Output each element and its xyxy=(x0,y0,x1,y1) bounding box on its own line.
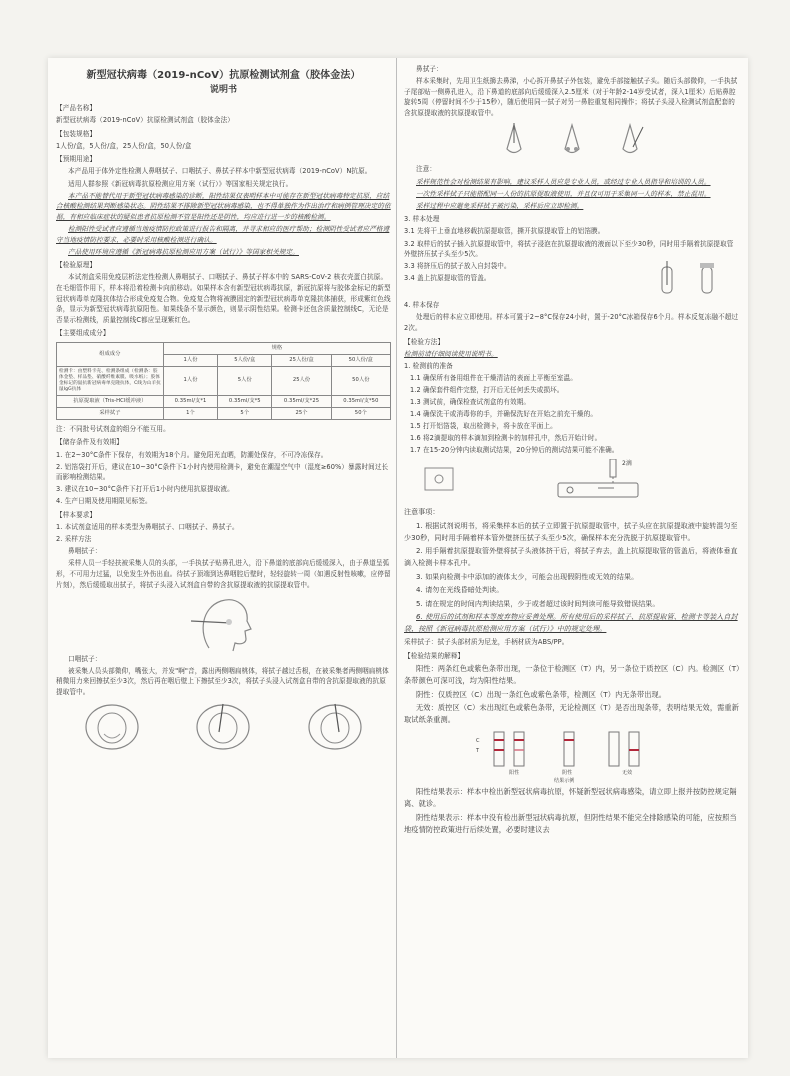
table-cell: 0.35ml/支*5 xyxy=(218,395,272,407)
product-name: 新型冠状病毒（2019-nCoV）抗原检测试剂盒（胶体金法） xyxy=(56,116,234,125)
result-negative: 阴性：仅质控区（C）出现一条红色或紫色条带，检测区（T）内无条带出现。 xyxy=(416,689,667,699)
warning-text: 检测前请仔细阅读使用说明书。 xyxy=(404,349,498,358)
table-cell: 5个 xyxy=(218,407,272,419)
sub-heading: 鼻拭子： xyxy=(416,65,443,73)
list-item: 1.2 确保套件组件完整，打开后无任何丢失或损坏。 xyxy=(410,385,564,394)
right-column xyxy=(404,58,740,838)
table-cell: 5人份 xyxy=(218,366,272,395)
list-item: 3. 建议在10~30°C条件下打开后1小时内使用抗原提取液。 xyxy=(56,485,234,494)
paragraph: 产品使用环境应遵循《新冠病毒抗原检测应用方案（试行）》等国家相关规定。 xyxy=(68,247,299,256)
table-header: 规格 xyxy=(163,342,390,354)
list-item: 5. 请在规定的时间内判读结果，少于或者超过该时间判读可能导致错误结果。 xyxy=(416,599,660,608)
head-profile-icon xyxy=(189,593,259,653)
sub-heading: 鼻咽拭子： xyxy=(68,547,102,556)
sub-heading: 注意： xyxy=(416,165,437,174)
section-heading: 【预期用途】 xyxy=(56,155,97,164)
table-row xyxy=(57,395,391,407)
table-header: 50人份/盒 xyxy=(331,354,390,366)
paragraph: 本产品用于体外定性检测人鼻咽拭子、口咽拭子、鼻拭子样本中新型冠状病毒（2019-nCoV）N抗原。 xyxy=(68,167,372,176)
list-item: 1. 在2~30°C条件下保存，有效期为18个月。避免阳光直晒，防潮处保存，不可冷冻保存。 xyxy=(56,450,328,459)
table-cell: 0.35ml/支*25 xyxy=(272,395,331,407)
list-item: 1. 本试剂盒适用的样本类型为鼻咽拭子、口咽拭子、鼻拭子。 xyxy=(56,523,239,532)
list-item: 3.3 将挤压后的拭子放入自封袋中。 xyxy=(404,262,511,271)
list-item: 3.4 盖上抗原提取管的管盖。 xyxy=(404,274,491,283)
list-item: 3. 如果向检测卡中添加的液体太少，可能会出现假阴性或无效的结果。 xyxy=(416,572,639,581)
test-line-label: T xyxy=(476,748,480,755)
nasal-swab-illustrations xyxy=(404,122,740,160)
list-item: 1.3 测试前，确保检查试剂盒的有效期。 xyxy=(410,397,531,406)
paragraph: 采样人员一手轻扶被采集人员的头部，一手执拭子贴鼻孔进入，沿下鼻道的底部向后缓缓深入，由于鼻道呈弧形，不可用力过猛，以免发生外伤出血。待拭子顶端到达鼻咽腔后壁时，轻轻旋转一周（如遇反射性咳嗽，应停留片刻），然后缓缓取出拭子，将拭子头浸入试剂盒自带的含抗原提取液的抗原提取管中。 xyxy=(56,559,391,589)
negative-label: 阴性 xyxy=(562,770,573,777)
sample-processing-area xyxy=(404,261,740,297)
list-item: 1. 检测前的准备 xyxy=(404,361,453,370)
list-item: 6. 使用后的试剂和样本等废弃物应妥善处理。所有使用后的采样拭子、抗原提取管、检测卡等装入自封袋，按照《新冠病毒抗原检测应用方案（试行）》中的规定处理。 xyxy=(404,613,738,634)
table-cell: 采样拭子 xyxy=(57,407,164,419)
paragraph: 样本采集时，先用卫生纸擤去鼻涕，小心拆开鼻拭子外包装，避免手部接触拭子头。随后头部微仰，一手执拭子尾部贴一侧鼻孔进入，沿下鼻道的底部向后缓缓深入2.5厘米（对于年龄2-14岁受试者，深入1厘米）后贴鼻腔旋转5周（停留时间不少于15秒），随后使用同一拭子对另一鼻腔重复相同操作；将拭子头浸入检测试剂盒配套的含抗原提取液的抗原提取管中。 xyxy=(404,77,738,117)
list-item: 1.4 确保洗干或消毒你的手，并确保洗好在开始之前充干燥的。 xyxy=(410,410,598,419)
document-subtitle: 说明书 xyxy=(209,85,238,95)
drops-label: 2滴 xyxy=(622,460,633,468)
table-row xyxy=(57,366,391,395)
section-heading: 【检验方法】 xyxy=(404,337,445,346)
list-item: 4. 请勿在光线昏暗处判读。 xyxy=(416,586,504,595)
section-heading: 4. 样本保存 xyxy=(404,301,440,310)
section-heading: 【检验原理】 xyxy=(56,261,97,270)
table-cell: 25人份 xyxy=(272,366,331,395)
paragraph: 本产品不能替代用于新型冠状病毒感染的诊断，阳性结果仅表明样本中可能存在新型冠状病毒特定抗原，应结合核酸检测结果判断感染状态。阴性结果不排除新型冠状病毒感染，也不得单独作为作出治疗和病例管理决定的依据，有相应临床症状的疑似患者抗原检测不管是阳性还是阴性，均应进行进一步的核酸检测。 xyxy=(56,191,391,221)
table-row xyxy=(57,407,391,419)
extraction-tube-icon xyxy=(654,261,734,297)
paragraph: 本试剂盒采用免疫层析法定性检测人鼻咽拭子、口咽拭子、鼻拭子样本中的 SARS-CoV-2 核衣壳蛋白抗原。在毛细管作用下，样本将沿着检测卡向前移动。如果样本含有新型冠状病毒抗原，新冠抗原将与胶体金标记的新型冠状病毒单克隆抗体结合形成免疫复合物。免疫复合物将被膜固定的新型冠状病毒单克隆抗体捕获，形成紫红色线条，显示为新型冠状病毒抗原阳性。如果线条不显示颜色，则显示阴性结果。检测卡还包含质量控制线C，无论是否显示检测线，质量控制线C都应呈现紫红色。 xyxy=(56,273,391,324)
positive-label: 阳性 xyxy=(509,770,520,777)
control-line-label: C xyxy=(476,738,480,745)
section-heading: 【产品名称】 xyxy=(56,104,97,112)
list-item: 1.5 打开铝箔袋，取出检测卡，将卡放在平面上。 xyxy=(410,422,557,431)
document-title: 新型冠状病毒（2019-nCoV）抗原检测试剂盒（胶体金法） xyxy=(86,70,361,81)
test-cassette-icon xyxy=(554,459,654,503)
package-spec: 1人份/盒，5人份/盒，25人份/盒，50人份/盒 xyxy=(56,141,192,150)
list-item: 2. 用手隔着抗原提取管外壁将拭子头液体挤干后，将拭子弃去，盖上抗原提取管的管盖后，将液体垂直滴入检测卡样本孔中。 xyxy=(404,547,738,568)
open-mouth-icon xyxy=(305,702,365,752)
paragraph: 采样规范性会对检测结果有影响，建议采样人员应是专业人员，或经过专业人员指导和培训的人员。 xyxy=(416,177,711,186)
sub-heading: 口咽拭子： xyxy=(68,654,102,663)
invalid-strip-pair xyxy=(609,732,639,766)
table-cell: 0.35ml/支*50 xyxy=(331,395,390,407)
result-examples-figure xyxy=(404,728,740,786)
result-invalid: 无效：质控区（C）未出现红色或紫色条带，无论检测区（T）是否出现条带，表明结果无效，需重新取试纸条重测。 xyxy=(404,703,739,725)
open-mouth-icon xyxy=(82,702,142,752)
processing-steps xyxy=(404,261,634,285)
paragraph: 处理后的样本应立即使用。样本可置于2~8°C保存24小时，置于-20°C冰箱保存6个月。样本反复冻融不超过2次。 xyxy=(404,313,739,332)
paragraph: 采样拭子：拭子头部材质为尼龙，手柄材质为ABS/PP。 xyxy=(404,637,569,646)
section-heading: 【样本要求】 xyxy=(56,511,97,520)
section-heading: 3. 样本处理 xyxy=(404,215,440,224)
list-item: 2. 铝箔袋打开后，建议在10~30°C条件下1小时内使用检测卡，避免在潮湿空气中（湿度≥60%）暴露时间过长而影响检测结果。 xyxy=(56,462,389,482)
list-item: 1.7 在15-20分钟内读取测试结果，20分钟后的测试结果可能不准确。 xyxy=(410,446,619,455)
table-header: 25人份/盒 xyxy=(272,354,331,366)
column-divider xyxy=(396,58,397,1058)
table-note: 注：不同批号试剂盒的组分不能互用。 xyxy=(56,424,170,433)
test-procedure-illustration xyxy=(404,457,740,503)
table-cell: 抗原提取液（Tris-HCl缓冲液） xyxy=(57,395,164,407)
nose-icon xyxy=(613,123,647,159)
negative-strip xyxy=(564,732,574,766)
figure-caption: 结果示例 xyxy=(554,778,575,785)
nose-icon xyxy=(497,123,531,159)
section-heading: 注意事项： xyxy=(404,508,440,517)
result-positive: 阳性：两条红色或紫色条带出现，一条位于检测区（T）内，另一条位于质控区（C）内。检测区（T）条带颜色可深可浅，均为阳性结果。 xyxy=(404,663,740,685)
list-item: 1. 根据试剂说明书，将采集样本后的拭子立即置于抗原提取管中，拭子头应在抗原提取液中旋转混匀至少30秒，同时用手隔着样本管外壁挤压拭子头至少5次，确保样本充分洗脱于抗原提取管中。 xyxy=(404,521,738,542)
positive-strip-pair xyxy=(494,732,524,766)
foil-pouch-icon xyxy=(424,467,454,491)
section-heading: 【检验结果的解释】 xyxy=(404,651,465,660)
table-cell: 25个 xyxy=(272,407,331,419)
oropharyngeal-swab-illustrations xyxy=(56,702,391,752)
open-mouth-icon xyxy=(193,702,253,752)
notes-block xyxy=(404,506,740,635)
list-item: 4. 生产日期及使用期限见标签。 xyxy=(56,497,152,506)
table-header: 组成成分 xyxy=(57,342,164,366)
paragraph: 阴性结果表示：样本中没有检出新型冠状病毒抗原，但阴性结果不能完全排除感染的可能，应按照当地疫情防控政策进行后续处置，必要时建议去 xyxy=(404,813,737,835)
section-heading: 【储存条件及有效期】 xyxy=(56,438,123,447)
instruction-sheet xyxy=(48,58,748,1058)
table-cell: 1个 xyxy=(163,407,217,419)
section-heading: 【包装规格】 xyxy=(56,129,97,138)
table-cell: 0.35ml/支*1 xyxy=(163,395,217,407)
paragraph: 被采集人员头部微仰，嘴张大，并发"啊"音，露出两侧咽扁桃体，将拭子越过舌根，在被采集者两侧咽扁桃体稍微用力来回擦拭至少3次，然后再在咽后壁上下擦拭至少3次，将拭子头浸入试剂盒自带的含抗原提取液的抗原提取管中。 xyxy=(56,666,389,696)
result-strips xyxy=(484,730,654,770)
paragraph: 适用人群参照《新冠病毒抗原检测应用方案（试行）》等国家相关规定执行。 xyxy=(68,179,293,188)
invalid-label: 无效 xyxy=(622,770,633,777)
list-item: 3.1 先将干上垂直地移载抗原提取管，撕开抗原提取管上的铝箔膜。 xyxy=(404,227,605,236)
nasopharyngeal-swab-illustration xyxy=(56,592,391,654)
left-column xyxy=(56,58,391,756)
list-item: 1.1 确保所有备用组件在干燥清洁的表面上平衡至室温。 xyxy=(410,373,577,382)
nose-icon xyxy=(555,123,589,159)
section-heading: 【主要组成成分】 xyxy=(56,329,110,338)
paragraph: 阳性结果表示：样本中检出新型冠状病毒抗原，怀疑新型冠状病毒感染，请立即上报并按防控规定隔离、就诊。 xyxy=(404,787,737,809)
table-header: 1人份 xyxy=(163,354,217,366)
table-cell: 50个 xyxy=(331,407,390,419)
list-item: 3.2 取样后的拭子插入抗原提取管中，将拭子浸泡在抗原提取液的液面以下至少30秒，同时用手隔着抗原提取管外壁挤压拭子头至少5次。 xyxy=(404,239,734,259)
list-item: 1.6 将2滴提取的样本滴加到检测卡的加样孔中，然后开始计时。 xyxy=(410,434,602,443)
paragraph: 一次性采样拭子只能搭配同一人份的抗原提取液使用，并且仅可用于采集同一人的样本，禁止混用。 xyxy=(416,189,711,198)
table-header: 5人份/盒 xyxy=(218,354,272,366)
list-item: 2. 采样方法 xyxy=(56,535,92,544)
table-cell: 1人份 xyxy=(163,366,217,395)
components-table xyxy=(56,342,391,420)
paragraph: 采样过程中应避免采样拭子被污染，采样后应立即检测。 xyxy=(416,201,584,210)
table-cell: 检测卡：由塑料卡壳、检测条组成（检测条：胶体金垫、样品垫、硝酸纤维素膜、吸水纸）；胶体金标记的鼠抗新冠病毒单克隆抗体，C线为山羊抗鼠IgG抗体 xyxy=(57,366,164,395)
paragraph: 检测阳性受试者应遵循当地疫情防控政策进行报告和隔离，并寻求相应的医疗帮助；检测阴性受试者应严格遵守当地疫情防控要求，必要时采用核酸检测进行确认。 xyxy=(56,224,390,244)
table-cell: 50人份 xyxy=(331,366,390,395)
